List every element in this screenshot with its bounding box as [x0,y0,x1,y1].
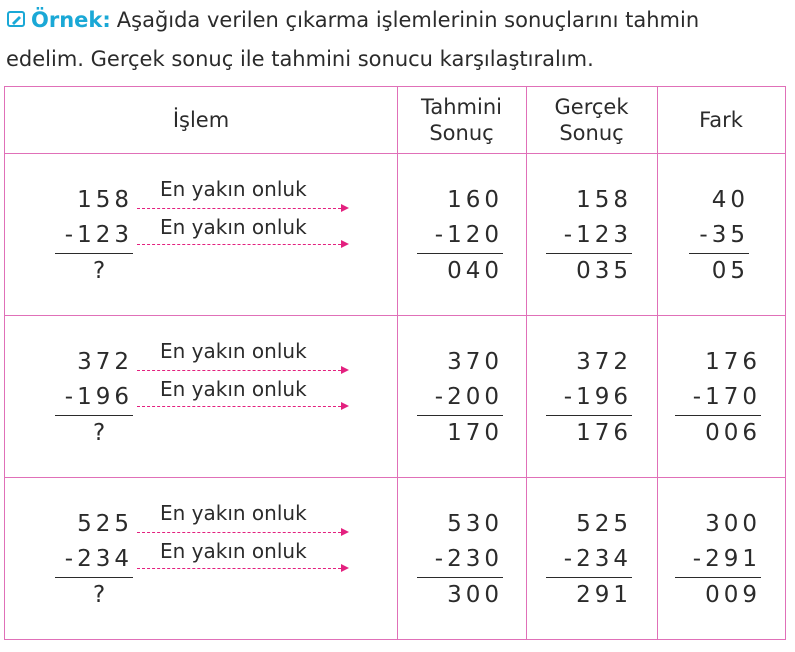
header-gercek-line2: Sonuç [559,121,624,145]
row-1-arrow1-label: En yakın onluk [160,177,307,201]
row-2-fark-top: 176 [705,349,761,375]
row-3-fark-top: 300 [705,511,761,537]
row-1-tahmini-bottom: -120 [417,218,503,254]
row-2-arrow1-label: En yakın onluk [160,339,307,363]
row-2-bottom: -196 [55,380,133,416]
row-1-arrow2-label: En yakın onluk [160,215,307,239]
row-2-gercek-result: 176 [576,420,632,446]
row-3-fark-bottom: -291 [675,542,761,578]
col-divider-2 [526,87,527,639]
row-2-arrow2-label: En yakın onluk [160,377,307,401]
row-3-gercek-top: 525 [576,511,632,537]
intro-line-1: Aşağıda verilen çıkarma işlemlerinin sonuçlarını tahmin [116,8,700,32]
row-3-bottom: -234 [55,542,133,578]
row-2-gercek-bottom: -196 [546,380,632,416]
row-2-tahmini-result: 170 [447,420,503,446]
row-1-operation [55,183,133,254]
row-3-tahmini [417,507,503,613]
header-gercek-line1: Gerçek [554,95,629,119]
row-1-arrow2 [137,244,341,245]
row-1-arrow1 [137,208,341,209]
row-1-gercek-top: 158 [576,187,632,213]
intro-line-2: edelim. Gerçek sonuç ile tahmini sonucu karşılaştıralım. [6,47,594,71]
header-gercek [526,87,657,153]
row-3-gercek-result: 291 [576,582,632,608]
row-3-gercek-bottom: -234 [546,542,632,578]
row-1-tahmini [417,183,503,289]
row-1-fark-bottom: -35 [689,218,749,254]
row-divider-2 [5,477,785,478]
header-islem-label: İşlem [172,108,230,132]
row-2-operation [55,345,133,416]
row-2-fark-result: 006 [705,420,761,446]
header-fark [657,87,785,153]
header-tahmini [397,87,526,153]
row-3-arrow2-label: En yakın onluk [160,539,307,563]
row-1-gercek-bottom: -123 [546,218,632,254]
row-2-top: 372 [77,349,133,375]
row-2-arrow1 [137,370,341,371]
row-3-tahmini-bottom: -230 [417,542,503,578]
row-2-tahmini-bottom: -200 [417,380,503,416]
row-3-tahmini-result: 300 [447,582,503,608]
header-tahmini-line1: Tahmini [421,95,502,119]
header-islem [5,87,397,153]
row-2-result: ? [93,420,106,446]
row-1-top: 158 [77,187,133,213]
row-divider-1 [5,315,785,316]
row-2-arrow2 [137,406,341,407]
row-3-result: ? [93,582,106,608]
pencil-note-icon [6,5,26,41]
row-3-arrow1-label: En yakın onluk [160,501,307,525]
row-1-fark-result: 05 [711,258,749,284]
row-1-gercek-result: 035 [576,258,632,284]
header-divider [5,153,785,154]
row-3-fark [675,507,761,613]
row-3-top: 525 [77,511,133,537]
example-tag: Örnek: [31,8,111,32]
row-3-operation [55,507,133,578]
col-divider-3 [657,87,658,639]
row-2-tahmini-top: 370 [447,349,503,375]
row-1-result: ? [93,258,106,284]
row-2-gercek [546,345,632,451]
row-1-tahmini-result: 040 [447,258,503,284]
row-3-arrow2 [137,568,341,569]
row-1-gercek [546,183,632,289]
row-3-arrow1 [137,532,341,533]
row-1-fark-top: 40 [711,187,749,213]
row-1-fark [689,183,749,289]
row-1-bottom: -123 [55,218,133,254]
example-intro [6,2,791,77]
header-fark-label: Fark [699,108,743,132]
row-2-tahmini [417,345,503,451]
subtraction-table [4,86,786,640]
row-2-fark-bottom: -170 [675,380,761,416]
row-3-gercek [546,507,632,613]
row-3-tahmini-top: 530 [447,511,503,537]
row-2-fark [675,345,761,451]
row-1-tahmini-top: 160 [447,187,503,213]
col-divider-1 [397,87,398,639]
row-2-gercek-top: 372 [576,349,632,375]
row-3-fark-result: 009 [705,582,761,608]
header-tahmini-line2: Sonuç [429,121,494,145]
